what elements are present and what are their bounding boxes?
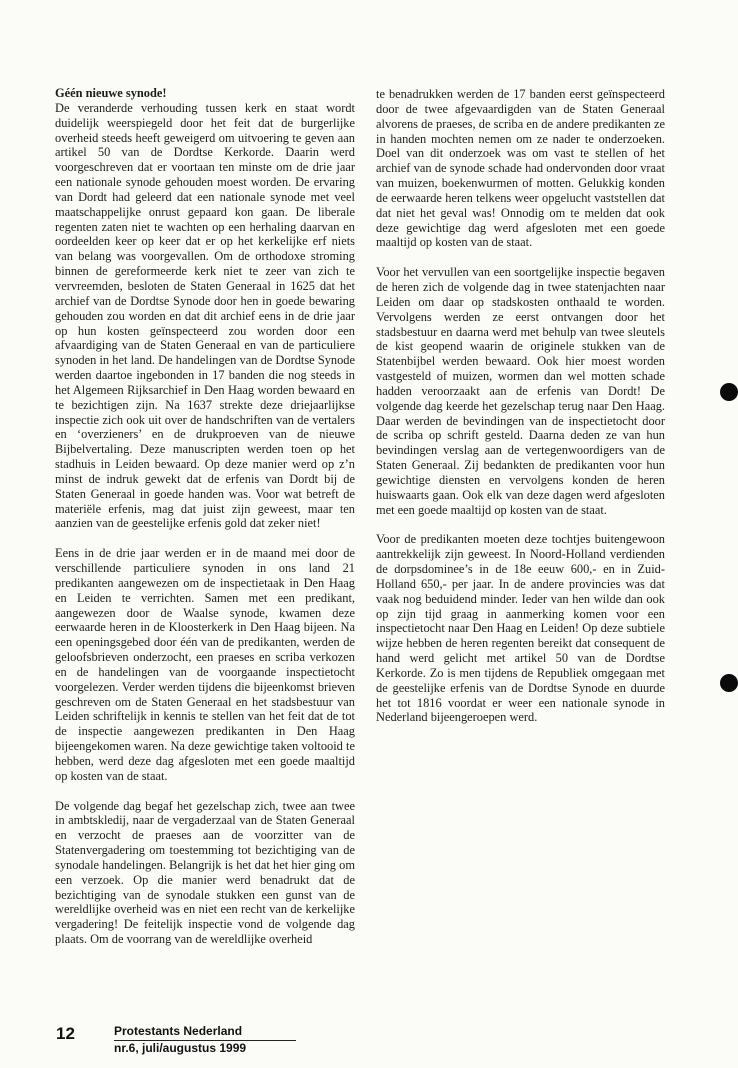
right-column (376, 87, 665, 725)
paragraph: Eens in de drie jaar werden er in de maand mei door de verschillende particuliere synoden in ons land 21 predikanten aangewezen om de inspectietaak in Den Haag en Leiden te verrichten. Samen met een predikant, aangewezen door de Waalse synode, kwamen deze eerwaarde heren in de Kloosterkerk in Den Haag bijeen. Na een openingsgebed door één van de predikanten, werden de geloofsbrieven onderzocht, een praeses en scriba verkozen en de handelingen van de voorgaande inspectietocht voorgelezen. Verder werden tijdens die bijeenkomst brieven geschreven om de Staten Generaal en het stadsbestuur van Leiden schriftelijk in kennis te stellen van het feit dat de tot de inspectie aangewezen predikanten in Den Haag bijeengekomen waren. Na deze gewichtige taken voltooid te hebben, werd deze dag afgesloten met een goede maaltijd op kosten van de staat. (55, 546, 355, 783)
issue-info: nr.6, juli/augustus 1999 (114, 1041, 247, 1055)
paragraph: Voor de predikanten moeten deze tochtjes buitengewoon aantrekkelijk zijn geweest. In Noord-Holland verdienden de dorpsdominee’s in de 18e eeuw 600,- en in Zuid-Holland 650,- per jaar. In de andere provincies was dat vaak nog beduidend minder. Ieder van hen wilde dan ook op zijn tijd graag in aanmerking komen voor een inspectietocht naar Den Haag en Leiden! Op deze subtiele wijze hebben de heren regenten bereikt dat consequent de hand werd gelicht met artikel 50 van de Dordtse Kerkorde. Zo is men tijdens de Republiek omgegaan met de geestelijke erfenis van de Dordtse Synode en duurde het tot 1816 voordat er weer een nationale synode in Nederland bijeengeroepen werd. (376, 532, 665, 725)
left-column (55, 86, 355, 947)
paragraph: De veranderde verhouding tussen kerk en staat wordt duidelijk weerspiegeld door het feit dat de burgerlijke overheid steeds heeft geweigerd om uitvoering te geven aan artikel 50 van de Dordtse Kerkorde. Daarin werd voorgeschreven dat er voortaan ten minste om de drie jaar een nationale synode gehouden moest worden. De ervaring van Dordt had geleerd dat een nationale synode met veel maatschappelijke onrust gepaard kon gaan. De liberale regenten zaten niet te wachten op een herhaling daarvan en oordeelden keer op keer dat er op het kerkelijke erf niets van belang was voorgevallen. Om de orthodoxe stroming binnen de gereformeerde kerk niet te zeer van zich te vervreemden, besloten de Staten Generaal in 1625 dat het archief van de Dordtse Synode door hen in goede bewaring gehouden zou worden en dat dit archief eens in de drie jaar op hun kosten geïnspecteerd zou worden door een afvaardiging van de Staten Generaal en van de particuliere synoden in het land. De handelingen van de Dordtse Synode werden daartoe ingebonden in 17 banden die nog steeds in het Algemeen Rijksarchief in Den Haag worden bewaard en te bezichtigen zijn. Na 1637 strekte deze driejaarlijkse inspectie zich ook uit over de handschriften van de vertalers en ‘overzieners’ en de drukproeven van de nieuwe Bijbelvertaling. Deze manuscripten werden toen op het stadhuis in Leiden bewaard. Op deze manier werd op z’n minst de indruk gewekt dat de erfenis van Dordt bij de Staten Generaal in goede handen was. Voor wat betreft de materiële erfenis, mag dat juist zijn geweest, maar ten aanzien van de geestelijke erfenis gold dat zeker niet! (55, 100, 355, 531)
paragraph: te benadrukken werden de 17 banden eerst geïnspecteerd door de twee afgevaardigden van de Staten Generaal alvorens de praeses, de scriba en de andere predikanten ze in handen mochten nemen om ze nader te onderzoeken. Doel van dit onderzoek was om vast te stellen of het archief van de synode schade had ondervonden door vraat van muizen, boekenwurmen of motten. Gelukkig konden de eerwaarde heren telkens weer opgelucht vaststellen dat dat niet het geval was! Onnodig om te melden dat ook deze gewichtige dag werd afgesloten met een goede maaltijd op kosten van de staat. (376, 87, 665, 250)
paragraph: Voor het vervullen van een soortgelijke inspectie begaven de heren zich de volgende dag in twee statenjachten naar Leiden om daar op stadskosten onthaald te worden. Vervolgens werden ze eerst ontvangen door het stadsbestuur en daarna werd met behulp van twee sleutels de kist geopend waarin de originele stukken van de Statenbijbel werden bewaard. Ook hier moest worden vastgesteld of muizen, wormen dan wel motten schade hadden veroorzaakt aan de erfenis van Dordt! De volgende dag keerde het gezelschap terug naar Den Haag. Daar werden de bevindingen van de inspectietocht door de scriba op schrift gesteld. Daarna deden ze van hun bevindingen verslag aan de vertegenwoordigers van de Staten Generaal. Zij bedankten de predikanten voor hun gewichtige diensten en vervolgens konden de heren huiswaarts gaan. Ook elk van deze dagen werd afgesloten met een goede maaltijd op kosten van de staat. (376, 265, 665, 517)
page-number: 12 (56, 1024, 75, 1043)
binder-hole-bottom (720, 674, 738, 692)
binder-hole-top (720, 383, 738, 401)
section-heading: Géén nieuwe synode! (55, 86, 167, 100)
publication-title: Protestants Nederland (114, 1024, 296, 1041)
paragraph: De volgende dag begaf het gezelschap zich, twee aan twee in ambtskledij, naar de vergaderzaal van de Staten Generaal en verzocht de praeses aan de voorzitter van de Statenvergadering om toestemming tot bezichtiging van de synodale handelingen. Belangrijk is het dat het hier ging om een verzoek. Op die manier werd benadrukt dat de bezichtiging van de synodale stukken een gunst van de wereldlijke overheid was en niet een recht van de kerkelijke vergadering! De feitelijk inspectie vond de volgende dag plaats. Om de voorrang van de wereldlijke overheid (55, 798, 355, 947)
